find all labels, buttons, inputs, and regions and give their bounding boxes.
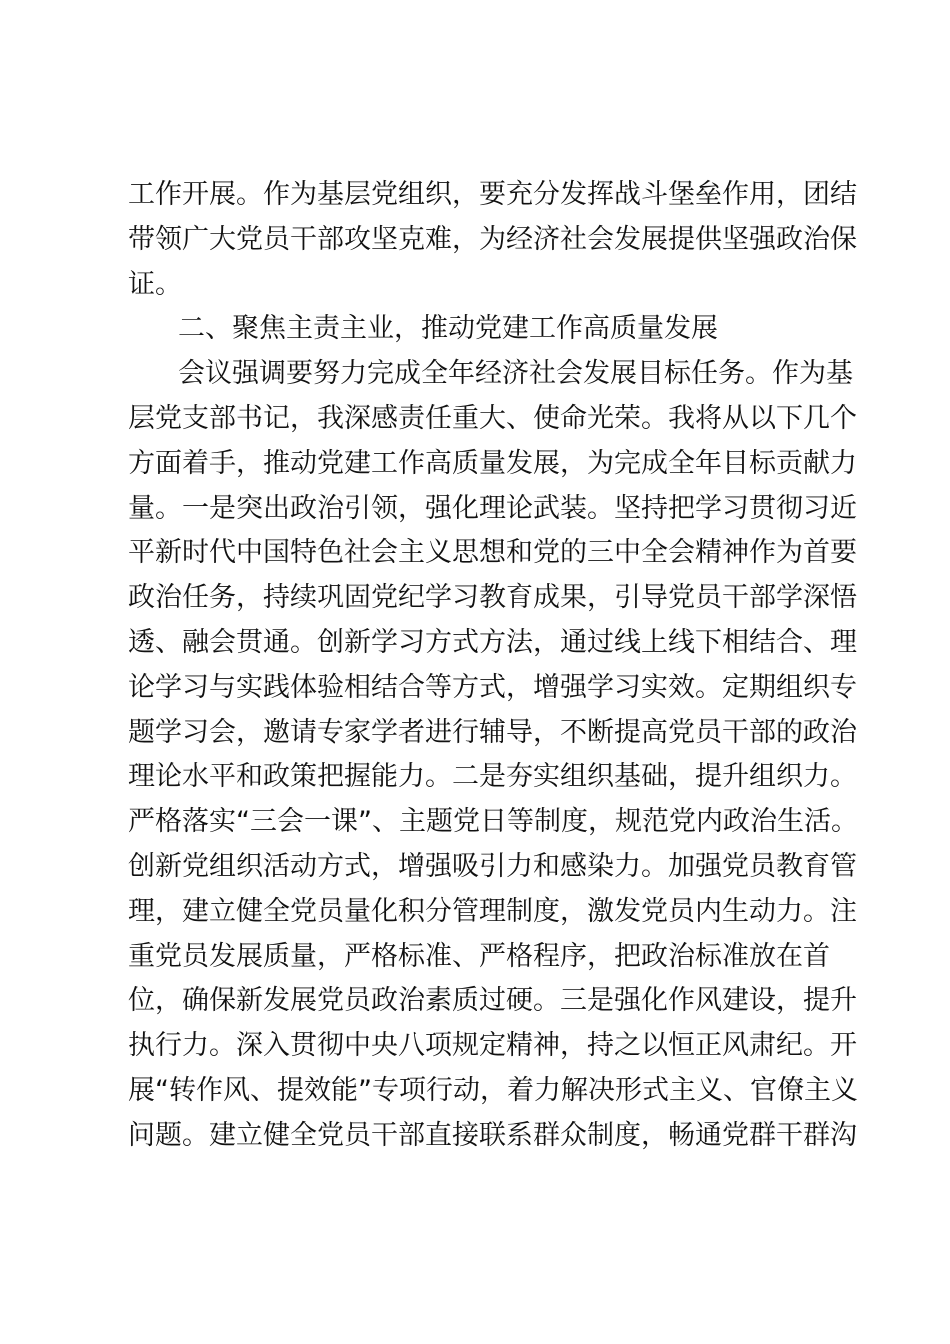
text-line: 透、融会贯通。创新学习方式方法，通过线上线下相结合、理 (128, 626, 857, 658)
text-line: 理，建立健全党员量化积分管理制度，激发党员内生动力。注 (128, 895, 857, 927)
text-line: 平新时代中国特色社会主义思想和党的三中全会精神作为首要 (128, 537, 857, 569)
text-line: 问题。建立健全党员干部直接联系群众制度，畅通党群干群沟 (128, 1119, 857, 1151)
text-line: 重党员发展质量，严格标准、严格程序，把政治标准放在首 (128, 940, 830, 972)
text-line: 层党支部书记，我深感责任重大、使命光荣。我将从以下几个 (128, 402, 857, 434)
text-line: 方面着手，推动党建工作高质量发展，为完成全年目标贡献力 (128, 447, 857, 479)
text-line: 工作开展。作为基层党组织，要充分发挥战斗堡垒作用，团结 (128, 179, 857, 210)
text-line: 证。 (128, 268, 182, 300)
text-line: 展“转作风、提效能”专项行动，着力解决形式主义、官僚主义 (128, 1074, 858, 1106)
section-heading: 二、聚焦主责主业，推动党建工作高质量发展 (178, 313, 718, 345)
document-body (128, 173, 858, 1159)
text-line: 政治任务，持续巩固党纪学习教育成果，引导党员干部学深悟 (128, 582, 857, 614)
text-line: 严格落实“三会一课”、主题党日等制度，规范党内政治生活。 (128, 806, 858, 838)
text-line: 理论水平和政策把握能力。二是夯实组织基础，提升组织力。 (128, 761, 857, 793)
paragraph-first-line: 会议强调要努力完成全年经济社会发展目标任务。作为基 (178, 358, 853, 390)
text-line: 执行力。深入贯彻中央八项规定精神，持之以恒正风肃纪。开 (128, 1030, 857, 1062)
text-line: 创新党组织活动方式，增强吸引力和感染力。加强党员教育管 (128, 850, 857, 882)
text-line: 题学习会，邀请专家学者进行辅导，不断提高党员干部的政治 (128, 716, 857, 748)
text-line: 带领广大党员干部攻坚克难，为经济社会发展提供坚强政治保 (128, 223, 857, 255)
text-line: 位，确保新发展党员政治素质过硬。三是强化作风建设，提升 (128, 985, 857, 1017)
text-line: 量。一是突出政治引领，强化理论武装。坚持把学习贯彻习近 (128, 492, 857, 524)
text-line: 论学习与实践体验相结合等方式，增强学习实效。定期组织专 (128, 671, 857, 703)
